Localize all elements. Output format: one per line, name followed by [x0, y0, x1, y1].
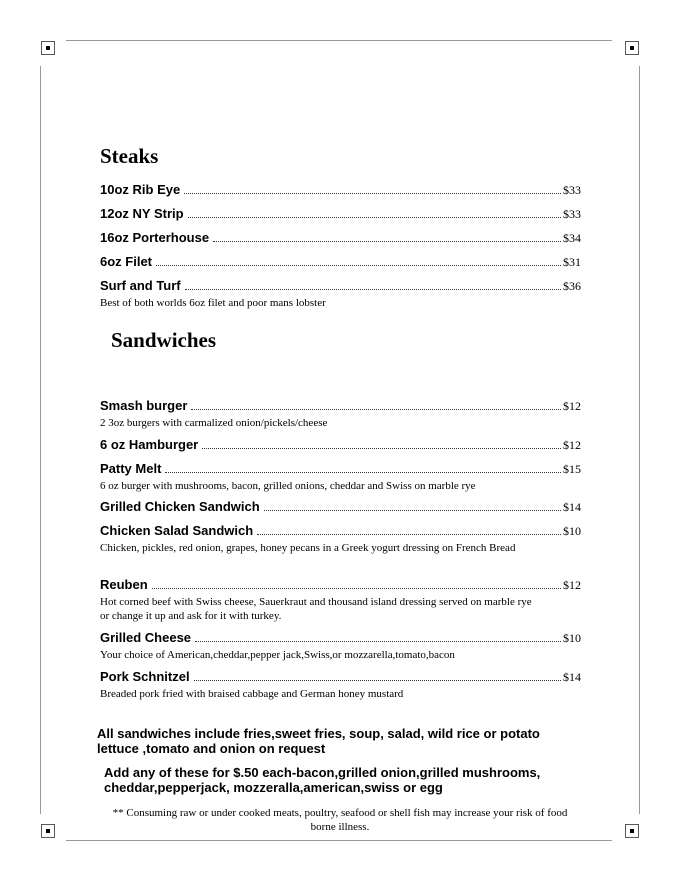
menu-item [100, 254, 581, 272]
steaks-heading: Steaks [100, 144, 159, 168]
top-border [66, 40, 612, 41]
item-price: $12 [563, 399, 581, 413]
dot-leader [188, 216, 561, 218]
menu-item [100, 669, 581, 701]
dot-leader [213, 240, 561, 242]
item-price: $33 [563, 207, 581, 221]
dot-leader [195, 640, 561, 642]
item-description: 6 oz burger with mushrooms, bacon, grilled onions, cheddar and Swiss on marble rye [100, 480, 476, 492]
item-price: $33 [563, 183, 581, 197]
item-name: Chicken Salad Sandwich [100, 523, 254, 538]
item-price: $10 [563, 631, 581, 645]
food-safety-disclaimer: ** Consuming raw or under cooked meats, poultry, seafood or shell fish may increase your risk of food borne illness. [112, 807, 568, 833]
dot-leader [184, 192, 561, 194]
dot-leader [191, 408, 561, 410]
dot-leader [257, 533, 561, 535]
item-name: 10oz Rib Eye [100, 182, 181, 197]
menu-item [100, 398, 581, 430]
menu-item [100, 230, 581, 248]
item-description: Breaded pork fried with braised cabbage and German honey mustard [100, 688, 404, 700]
dot-leader [165, 471, 561, 473]
corner-marker-top-left [41, 41, 55, 55]
item-name: Surf and Turf [100, 278, 181, 293]
item-price: $36 [563, 279, 581, 293]
bottom-border [66, 840, 612, 841]
dot-leader [152, 587, 561, 589]
item-price: $12 [563, 438, 581, 452]
item-description: Chicken, pickles, red onion, grapes, honey pecans in a Greek yogurt dressing on French Bread [100, 542, 516, 554]
dot-leader [202, 447, 561, 449]
sandwiches-heading: Sandwiches [111, 328, 217, 352]
dot-leader [264, 509, 561, 511]
menu-item [100, 630, 581, 662]
menu-item [100, 577, 581, 623]
item-name: 6oz Filet [100, 254, 153, 269]
item-price: $12 [563, 578, 581, 592]
addons-note: Add any of these for $.50 each-bacon,grilled onion,grilled mushrooms, cheddar,pepperjack, mozzeralla,american,swiss or egg [104, 765, 541, 795]
item-name: Grilled Cheese [100, 630, 192, 645]
item-price: $14 [563, 670, 581, 684]
left-border [40, 66, 41, 814]
dot-leader [156, 264, 561, 266]
sides-note: All sandwiches include fries,sweet fries, soup, salad, wild rice or potato lettuce ,tomato and onion on request [97, 726, 540, 756]
right-border [639, 66, 640, 814]
item-price: $34 [563, 231, 581, 245]
item-price: $31 [563, 255, 581, 269]
item-name: Pork Schnitzel [100, 669, 190, 684]
menu-item [100, 461, 581, 493]
menu-item [100, 182, 581, 200]
item-description: Your choice of American,cheddar,pepper jack,Swiss,or mozzarella,tomato,bacon [100, 649, 455, 661]
item-price: $15 [563, 462, 581, 476]
item-price: $10 [563, 524, 581, 538]
item-price: $14 [563, 500, 581, 514]
corner-marker-bottom-left [41, 824, 55, 838]
item-name: 12oz NY Strip [100, 206, 184, 221]
corner-marker-bottom-right [625, 824, 639, 838]
item-name: 16oz Porterhouse [100, 230, 210, 245]
menu-item [100, 523, 581, 555]
item-name: Patty Melt [100, 461, 162, 476]
item-name: Smash burger [100, 398, 188, 413]
menu-item [100, 499, 581, 517]
menu-item [100, 437, 581, 455]
item-name: Reuben [100, 577, 148, 592]
item-name: Grilled Chicken Sandwich [100, 499, 260, 514]
item-description: Hot corned beef with Swiss cheese, Sauerkraut and thousand island dressing served on marble rye or change it up and ask for it with turkey. [100, 596, 532, 622]
corner-marker-top-right [625, 41, 639, 55]
item-description: 2 3oz burgers with carmalized onion/pickels/cheese [100, 417, 328, 429]
item-name: 6 oz Hamburger [100, 437, 199, 452]
item-description: Best of both worlds 6oz filet and poor mans lobster [100, 297, 326, 309]
menu-item [100, 278, 581, 310]
menu-item [100, 206, 581, 224]
dot-leader [194, 679, 561, 681]
dot-leader [185, 288, 561, 290]
